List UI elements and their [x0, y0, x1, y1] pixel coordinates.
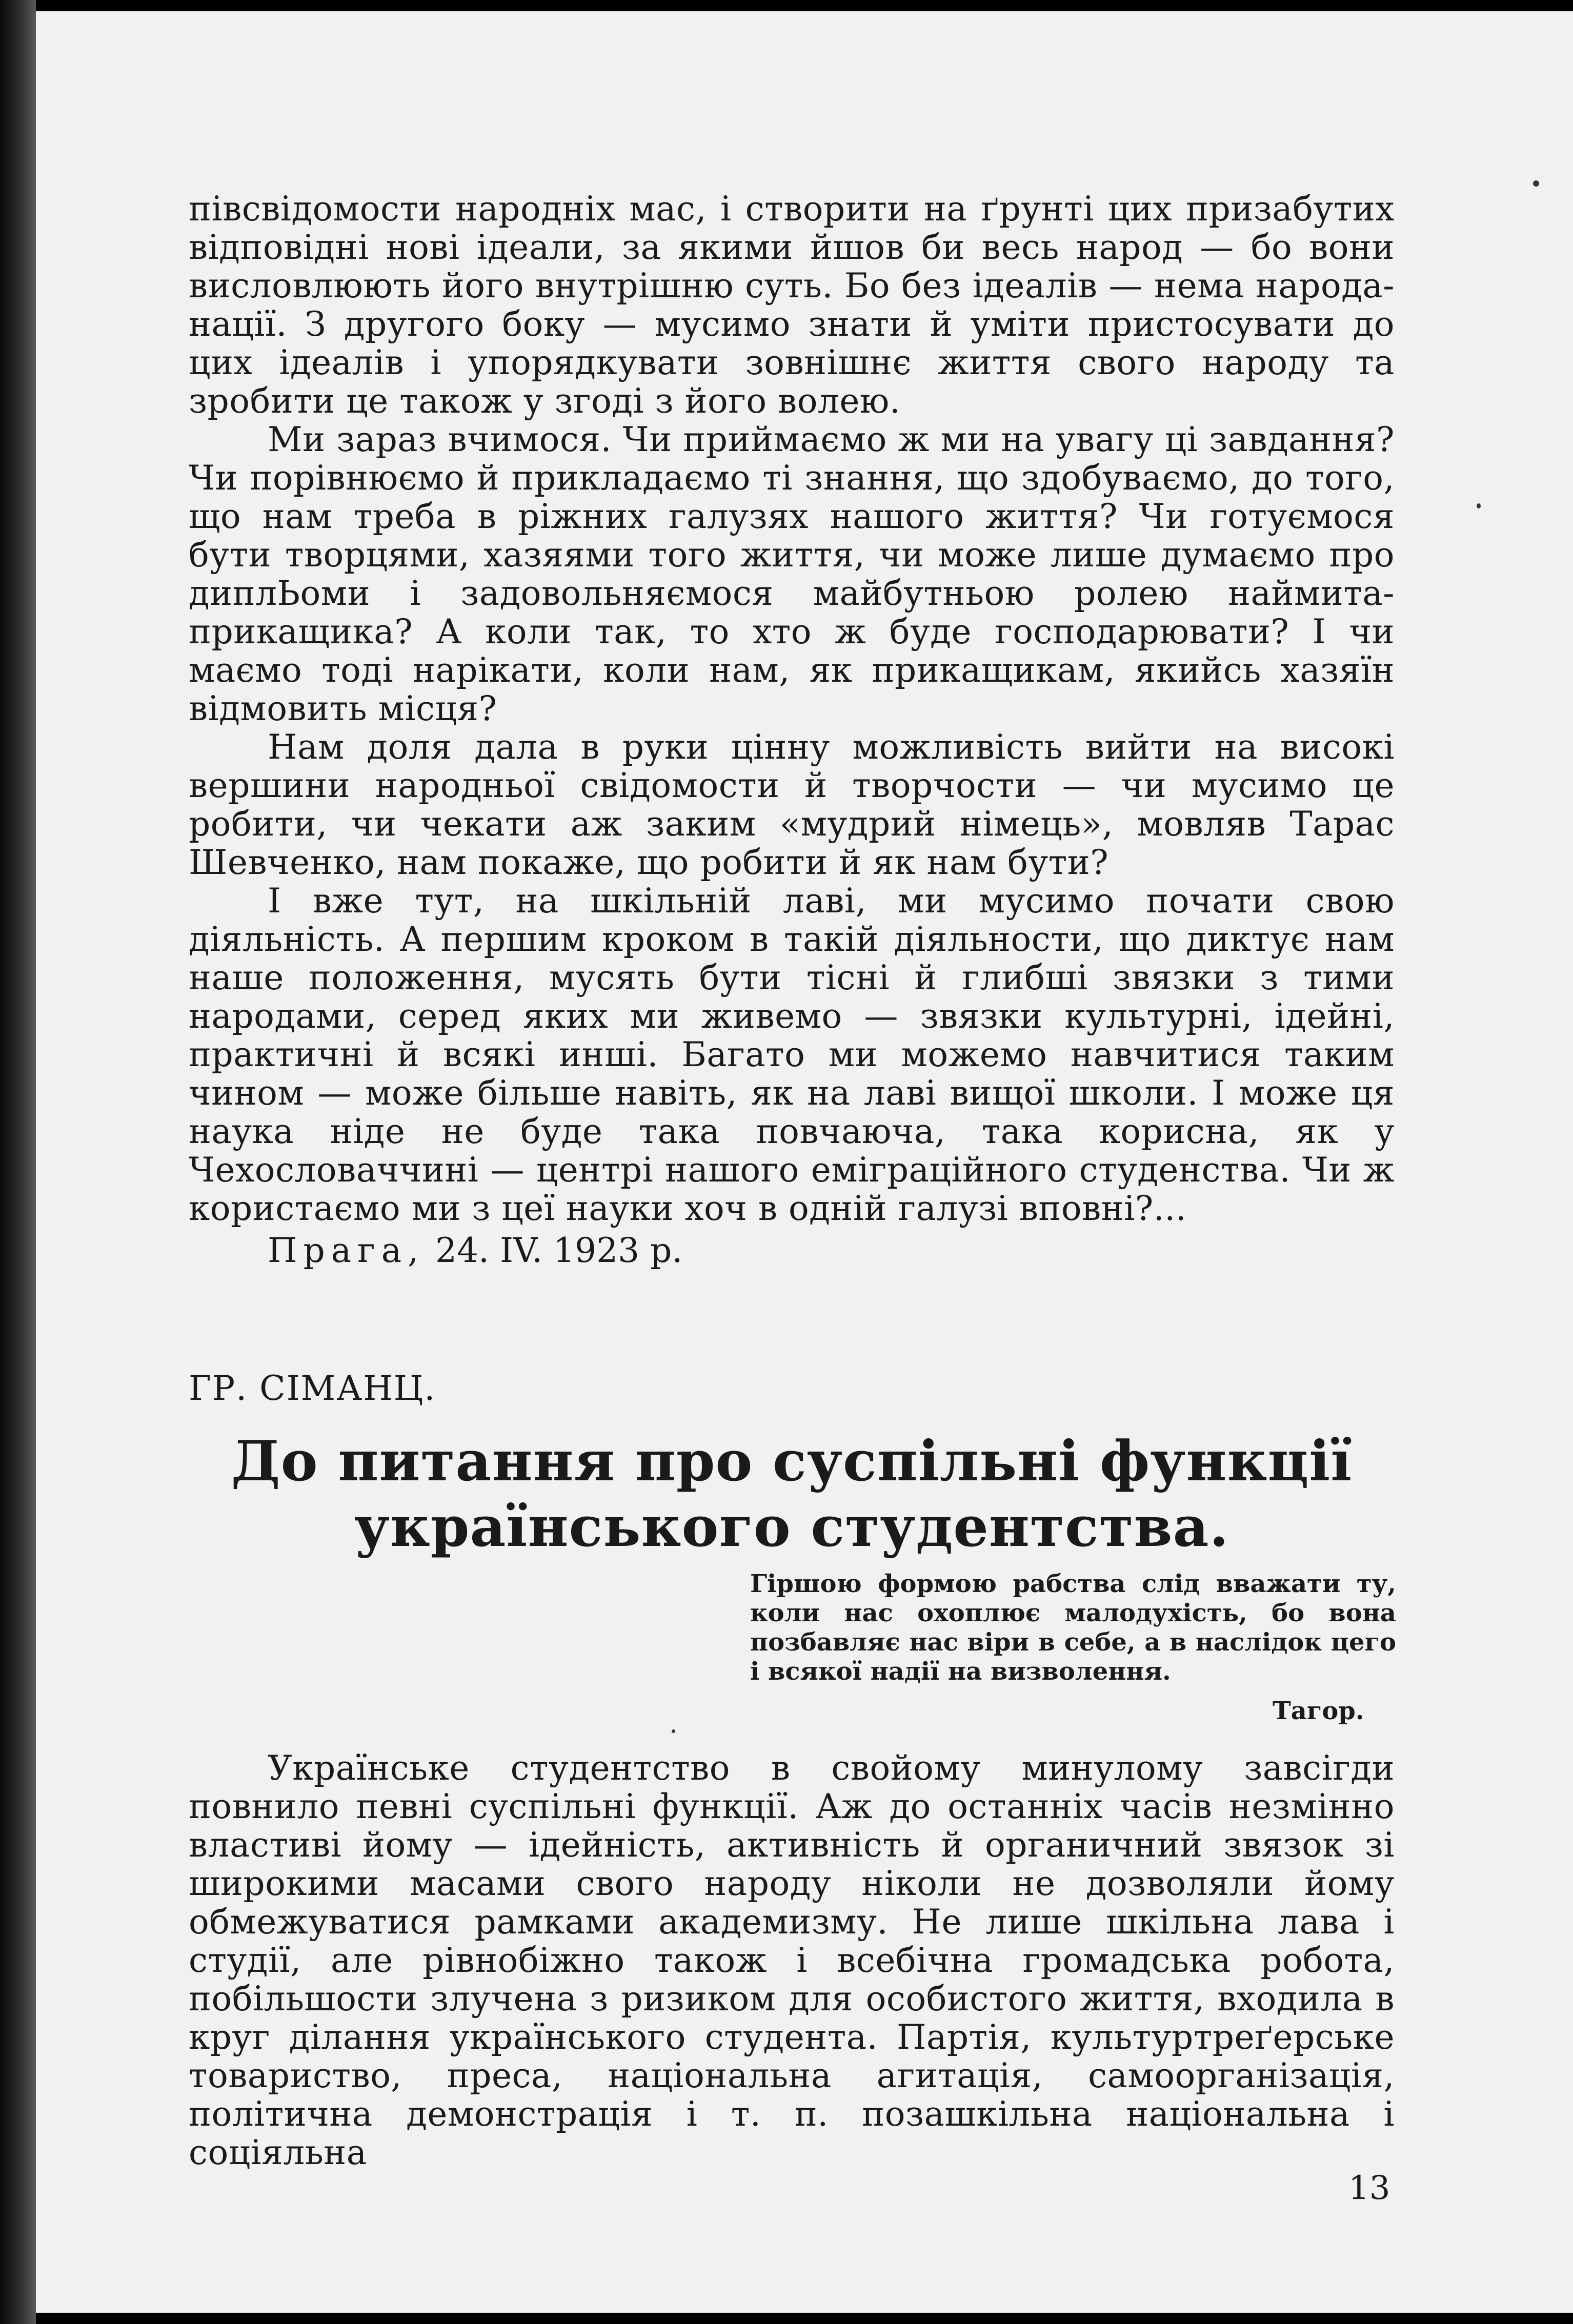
place-date-line	[268, 1231, 682, 1270]
paragraph-top-3: Нам доля дала в руки цінну можливість вийти на високі вершини народньої свідомости й творчости — чи мусимо це робити, чи чекати аж заким «мудрий німець», мовляв Тарас Шевченко, нам покаже, що робити й як нам бути?	[189, 727, 1395, 882]
paragraph-top-4: І вже тут, на шкільній лаві, ми мусимо почати свою діяльність. А першим кроком в такій діяльности, що диктує нам наше положення, мусять бути тісні й глибші звязки з тими народами, серед яких ми живемо — звязки культурні, ідейні, практичні й всякі инші. Багато ми можемо навчитися таким чином — може більше навіть, як на лаві вищої школи. І може ця наука ніде не буде така повчаюча, така корисна, як у Чехословаччині — центрі нашого еміграційного студенства. Чи ж користаємо ми з цеї науки хоч в одній галузі вповні?...	[189, 881, 1395, 1228]
paragraph-top-1: півсвідомости народніх мас, і створити на ґрунті цих призабутих відповідні нові ідеали, за якими йшов би весь народ — бо вони висловлюють його внутрішню суть. Бо без ідеалів — нема народа-нації. З другого боку — мусимо знати й уміти пристосувати до цих ідеалів і упорядкувати зовнішнє життя свого народу та зробити це також у згоді з його волею.	[189, 189, 1395, 421]
place: Прага,	[268, 1231, 425, 1270]
scan-left-edge	[0, 0, 36, 2324]
scan-speck	[672, 1729, 675, 1733]
epigraph-author: Тагор.	[1273, 1697, 1364, 1725]
article-title: До питання про суспільні функції українського студентства.	[231, 1429, 1353, 1559]
paragraph-top-2: Ми зараз вчимося. Чи приймаємо ж ми на увагу ці завдання? Чи порівнюємо й прикладаємо ті знання, що здобуваємо, до того, що нам треба в ріжних галузях нашого життя? Чи готуємося бути творцями, хазяями того життя, чи може лише думаємо про диплЬоми і задовольняємося майбутньою ролею наймита-прикащика? А коли так, то хто ж буде господарювати? І чи маємо тоді нарікати, коли нам, як прикащикам, якийсь хазяїн відмовить місця?	[189, 420, 1395, 728]
book-page	[36, 11, 1573, 2313]
scan-speck	[1533, 180, 1539, 187]
scan-speck	[1477, 503, 1481, 508]
epigraph: Гіршою формою рабства слід вважати ту, коли нас охоплює малодухість, бо вона позбавляє нас віри в себе, а в наслідок цего і всякої надії на визволення.	[750, 1569, 1396, 1686]
article-body-paragraph: Українське студентство в свойому минулому завсігди повнило певні суспільні функції. Аж до останніх часів незмінно властиві йому — ідейність, активність й органичний звязок зі широкими масами свого народу ніколи не дозволяли йому обмежуватися рамками академизму. Не лише шкільна лава і студії, але рівнобіжно також і всебічна громадська робота, побільшости злучена з ризиком для особистого життя, входила в круг ділання українського студента. Партія, культуртреґерське товариство, преса, національна агитація, самоорганізація, політична демонстрація і т. п. позашкільна національна і соціяльна	[189, 1748, 1395, 2172]
page-number: 13	[1348, 2169, 1390, 2207]
article-author: ГР. СІМАНЦ.	[189, 1369, 436, 1408]
date: 24. IV. 1923 р.	[435, 1231, 683, 1270]
